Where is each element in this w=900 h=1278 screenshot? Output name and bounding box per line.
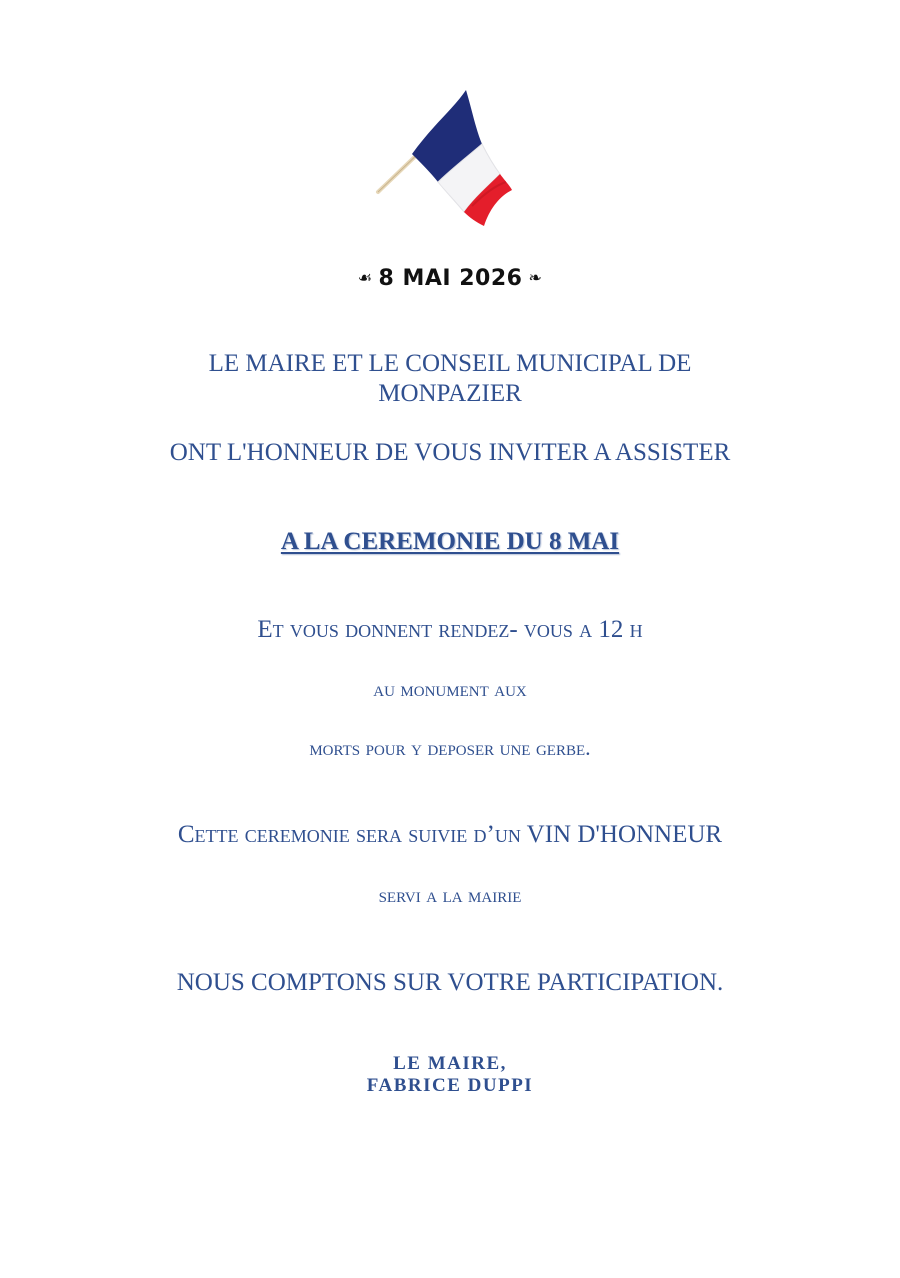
closing-text: NOUS COMPTONS SUR VOTRE PARTICIPATION. (176, 969, 724, 996)
french-flag-icon (372, 86, 522, 234)
rendezvous-line-2: au monument aux (373, 676, 527, 701)
event-date (0, 266, 900, 291)
ceremony-title: A LA CEREMONIE DU 8 MAI (280, 528, 620, 555)
event-date-text: 8 MAI 2026 (378, 266, 523, 291)
reception-line-2: servi a la mairie (378, 882, 522, 907)
signature-role: LE MAIRE, (393, 1053, 507, 1074)
signature-name: FABRICE DUPPI (366, 1075, 534, 1096)
header-line-3: ONT L'HONNEUR DE VOUS INVITER A ASSISTER (169, 439, 731, 466)
ornament-left-icon: ☙ (357, 267, 373, 287)
header-line-1: LE MAIRE ET LE CONSEIL MUNICIPAL DE (208, 350, 692, 377)
rendezvous-line-1: Et vous donnent rendez- vous a 12 h (257, 616, 643, 643)
rendezvous-line-3: morts pour y deposer une gerbe. (309, 735, 591, 760)
ornament-right-icon: ❧ (528, 267, 543, 287)
reception-line-1: Cette ceremonie sera suivie d’un VIN D'HONNEUR (177, 821, 723, 848)
header-line-2: MONPAZIER (378, 380, 522, 407)
